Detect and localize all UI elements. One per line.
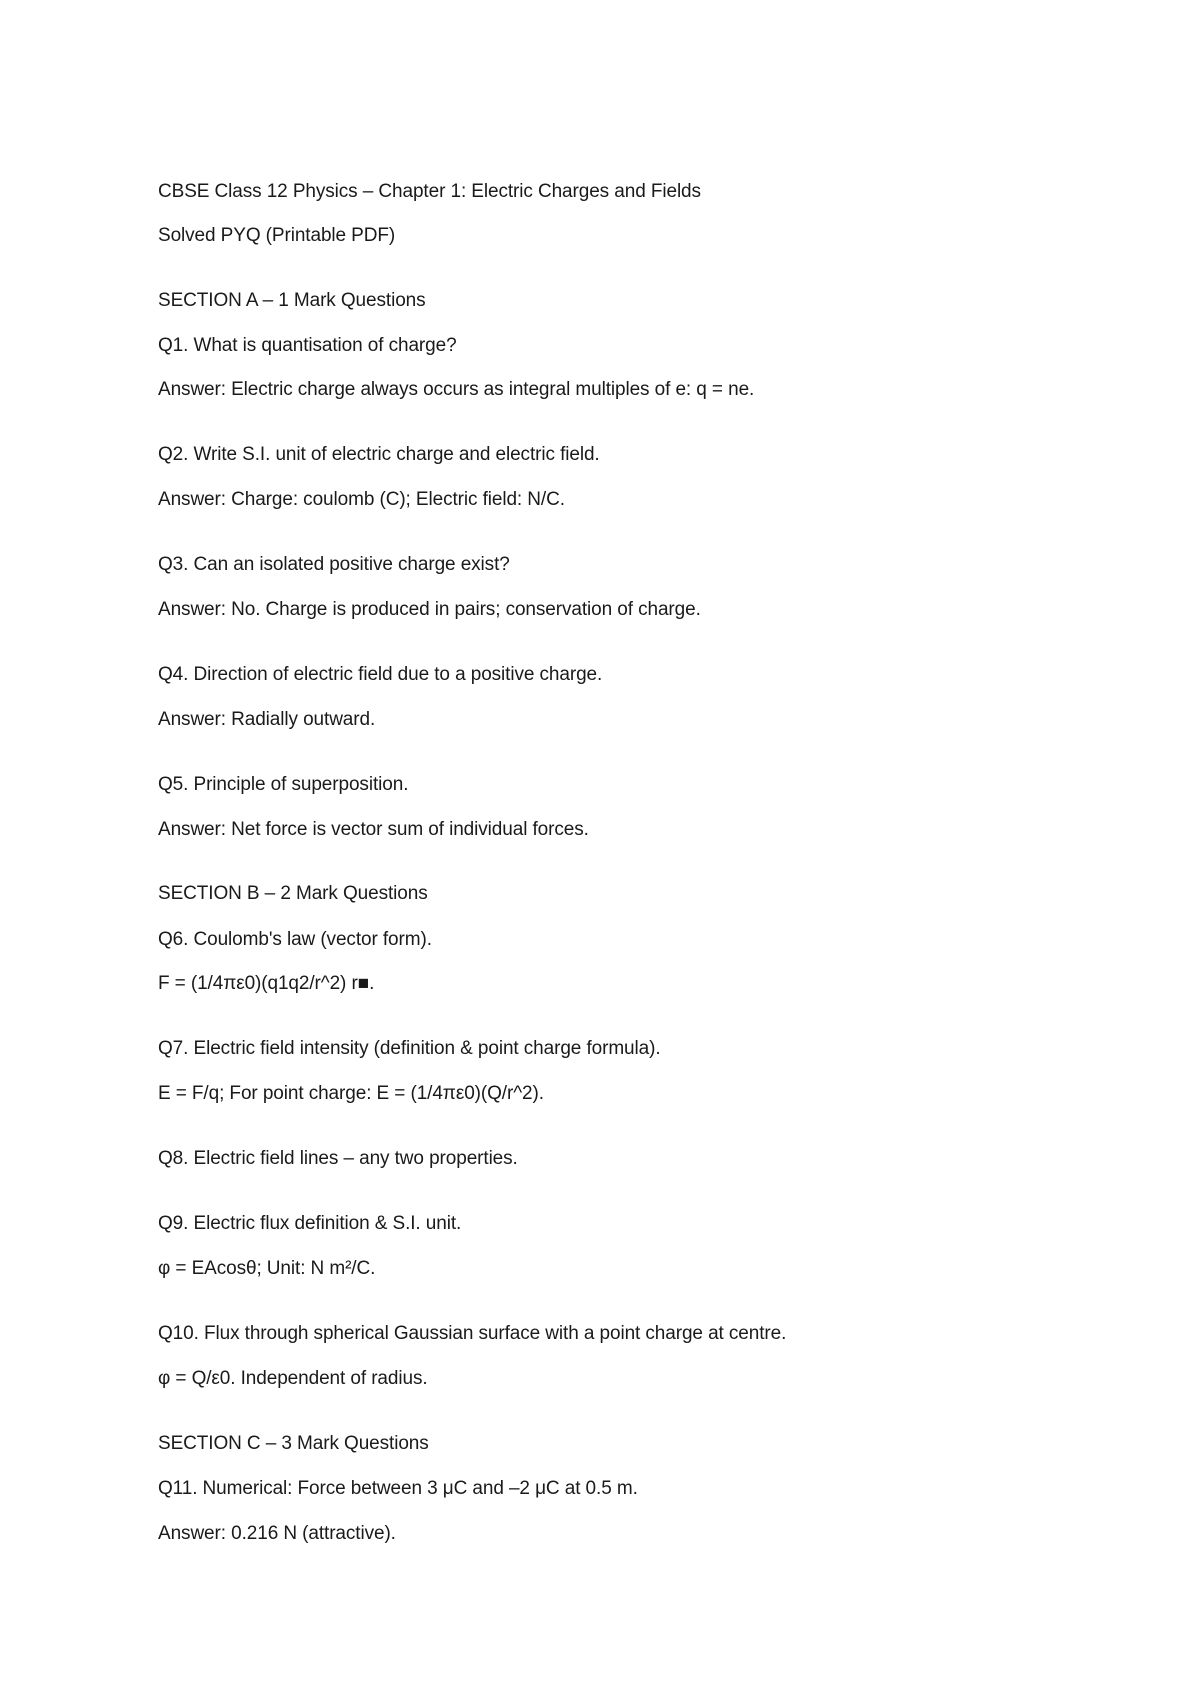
answer-5: Answer: Net force is vector sum of individual forces. — [158, 819, 589, 840]
question-4: Q4. Direction of electric field due to a positive charge. — [158, 664, 603, 685]
question-2: Q2. Write S.I. unit of electric charge and electric field. — [158, 444, 600, 465]
answer-3: Answer: No. Charge is produced in pairs; conservation of charge. — [158, 599, 701, 620]
answer-4: Answer: Radially outward. — [158, 709, 376, 730]
section-c-heading: SECTION C – 3 Mark Questions — [158, 1433, 429, 1454]
answer-9: φ = EAcosθ; Unit: N m²/C. — [158, 1258, 376, 1279]
question-5: Q5. Principle of superposition. — [158, 774, 409, 795]
question-3: Q3. Can an isolated positive charge exist? — [158, 554, 510, 575]
question-7: Q7. Electric field intensity (definition & point charge formula). — [158, 1038, 661, 1059]
question-10: Q10. Flux through spherical Gaussian surface with a point charge at centre. — [158, 1323, 787, 1344]
answer-7: E = F/q; For point charge: E = (1/4πε0)(Q/r^2). — [158, 1083, 544, 1104]
question-9: Q9. Electric flux definition & S.I. unit. — [158, 1213, 462, 1234]
question-11: Q11. Numerical: Force between 3 μC and –2 μC at 0.5 m. — [158, 1478, 638, 1499]
answer-10: φ = Q/ε0. Independent of radius. — [158, 1368, 428, 1389]
document-subtitle: Solved PYQ (Printable PDF) — [158, 225, 396, 246]
document-title: CBSE Class 12 Physics – Chapter 1: Electric Charges and Fields — [158, 181, 701, 202]
answer-2: Answer: Charge: coulomb (C); Electric field: N/C. — [158, 489, 565, 510]
answer-6: F = (1/4πε0)(q1q2/r^2) r■. — [158, 973, 375, 994]
section-a-heading: SECTION A – 1 Mark Questions — [158, 290, 426, 311]
answer-11: Answer: 0.216 N (attractive). — [158, 1523, 396, 1544]
question-8: Q8. Electric field lines – any two properties. — [158, 1148, 518, 1169]
question-1: Q1. What is quantisation of charge? — [158, 335, 457, 356]
section-b-heading: SECTION B – 2 Mark Questions — [158, 883, 428, 904]
question-6: Q6. Coulomb's law (vector form). — [158, 929, 432, 950]
answer-1: Answer: Electric charge always occurs as integral multiples of e: q = ne. — [158, 379, 755, 400]
